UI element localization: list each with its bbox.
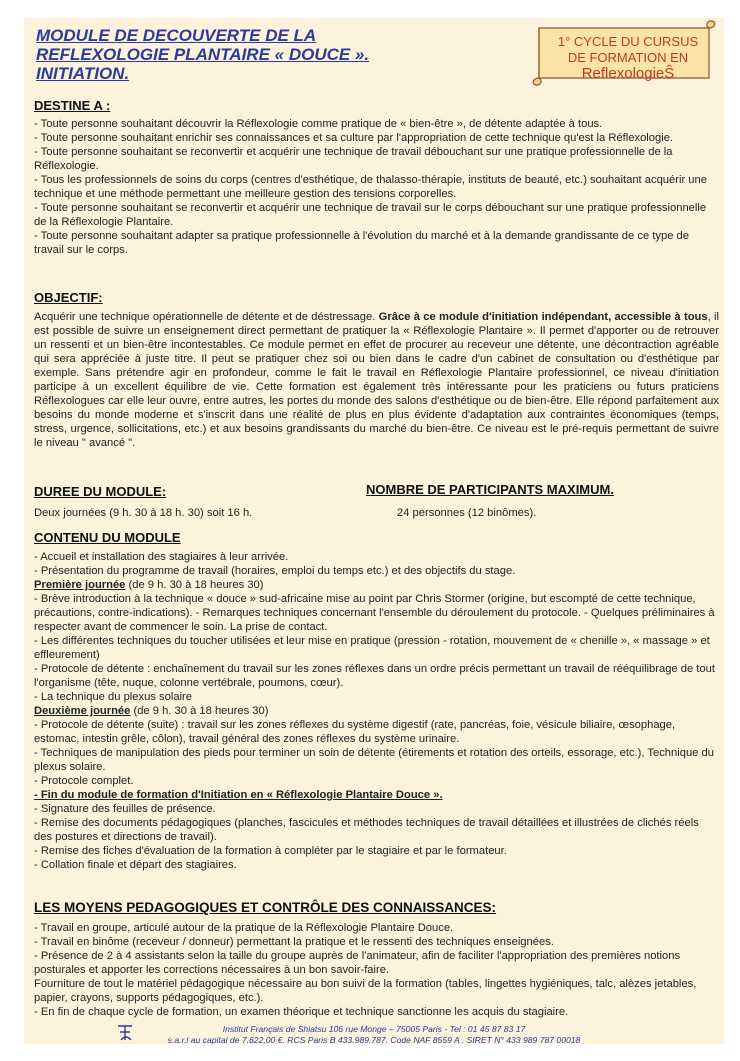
module-end-label: - Fin du module de formation d'Initiation en « Réflexologie Plantaire Douce ».: [34, 789, 443, 801]
list-item: - Toute personne souhaitant découvrir la Réflexologie comme pratique de « bien-être », de détente adaptée à tous.: [34, 118, 603, 130]
list-item: Fourniture de tout le matériel pédagogique nécessaire au bon suivi de la formation (tables, lingettes hygiéniques, talc, alèzes jetables, papier, crayons, supports pédagogiques, etc.).: [34, 978, 697, 1004]
day-hours: (de 9 h. 30 à 18 heures 30): [125, 579, 264, 591]
day-heading: [34, 578, 719, 592]
badge-line: 1° CYCLE DU CURSUS: [557, 34, 699, 49]
day-label: Première journée: [34, 579, 126, 591]
day-heading: [34, 704, 719, 718]
list-item: - Protocole de détente (suite) : travail sur les zones réflexes du système digestif (rate, pancréas, foie, vésicule biliaire, œsophage, estomac, intestin grêle, côlon), travail général des zones réflexes du système urinaire.: [34, 719, 676, 745]
list-item: - Remise des documents pédagogiques (planches, fascicules et méthodes techniques de travail détaillées et illustrées de clichés réels des postures et directions de travail).: [34, 817, 699, 843]
document-page: [24, 18, 724, 1044]
title-line: INITIATION.: [36, 64, 130, 83]
objectif-text: , il est possible de suivre un enseignement direct permettant de pratiquer la « Réflexologie Plantaire ». Il permet d'apporter ou de retrouver un ressenti et un bien-être incontestables. Ce module permet en effet de procurer au receveur une détente, une décontraction agréable qui sera appréciée à juste titre. Il peut se pratiquer chez soi ou bien dans le cadre d'un cabinet de consultation ou d'esthétique par exemple. Sans prétendre agir en profondeur, comme le fait le travail en Réflexologie Plantaire professionnel, ce niveau d'initiation participe à un excellent équilibre de vie. Cette formation est également très intéressante pour les praticiens ou futurs praticiens Réflexologues car elle leur ouvre, entre autres, les portes du monde des salons d'esthétique ou de bien-être. Elle répond parfaitement aux besoins du monde moderne et s'inscrit dans une réalité de plus en plus évidente d'adaptation aux contraintes économiques (temps, stress, urgence, sollicitations, etc.) et aux besoins grandissants du marché du bien-être. Ce niveau est le pré-requis permettant de suivre le niveau " avancé ".: [34, 311, 719, 449]
list-item: - Présence de 2 à 4 assistants selon la taille du groupe auprès de l'animateur, afin de faciliter l'appropriation des premières notions posturales et apporter les corrections nécessaires à un bon savoir-faire.: [34, 950, 681, 976]
objectif-emphasis: Grâce à ce module d'initiation indépendant, accessible à tous: [378, 311, 708, 323]
duree-value: Deux journées (9 h. 30 à 18 h. 30) soit 16 h.: [34, 507, 253, 519]
section-heading-duree: DUREE DU MODULE:: [34, 484, 167, 499]
section-heading-objectif: OBJECTIF:: [34, 290, 103, 305]
footer-address: Institut Français de Shiatsu 106 rue Monge – 75005 Paris - Tel : 01 45 87 83 17: [222, 1024, 526, 1034]
list-item: - Les différentes techniques du toucher utilisées et leur mise en pratique (pression - rotation, mouvement de « chenille », « massage » et effleurement): [34, 635, 710, 661]
destine-list: [34, 117, 719, 257]
list-item: - En fin de chaque cycle de formation, un examen théorique et technique sanctionne les acquis du stagiaire.: [34, 1006, 569, 1018]
badge-brand: ReflexologieŜ: [581, 65, 675, 82]
page-title: [36, 26, 506, 83]
badge-line: DE FORMATION EN: [567, 50, 689, 65]
section-heading-destine: DESTINE A :: [34, 98, 111, 113]
list-item: - Tous les professionnels de soins du corps (centres d'esthétique, de thalasso-thérapie, instituts de beauté, etc.) souhaitant acquérir une technique et une méthode permettant une meilleure gestion des tensions corporelles.: [34, 174, 707, 200]
section-heading-participants: NOMBRE DE PARTICIPANTS MAXIMUM.: [366, 482, 614, 497]
list-item: - Toute personne souhaitant se reconvertir et acquérir une technique de travail débouchant sur une pratique professionnelle de la Réflexologie.: [34, 146, 673, 172]
list-item: - Travail en groupe, articulé autour de la pratique de la Réflexologie Plantaire Douce.: [34, 922, 454, 934]
title-line: MODULE DE DECOUVERTE DE LA: [36, 26, 317, 45]
list-item: - Techniques de manipulation des pieds pour terminer un soin de détente (étirements et rotation des orteils, essorage, etc.), Technique du plexus solaire.: [34, 747, 714, 773]
list-item: - Brève introduction à la technique « douce » sud-africaine mise au point par Chris Stormer (origine, but escompté de cette technique, précautions, contre-indications). - Remarques techniques concernant l'ensemble du déroulement du protocole. - Quelques préliminaires à respecter avant de commencer le soin. La prise de contact.: [34, 593, 715, 633]
list-item: - La technique du plexus solaire: [34, 691, 192, 703]
objectif-text: Acquérir une technique opérationnelle de détente et de déstressage.: [34, 311, 379, 323]
day-label: Deuxième journée: [34, 705, 131, 717]
title-line: REFLEXOLOGIE PLANTAIRE « DOUCE ».: [36, 45, 370, 64]
list-item: - Présentation du programme de travail (horaires, emploi du temps etc.) et des objectifs du stage.: [34, 565, 516, 577]
objectif-paragraph: [34, 310, 719, 450]
list-item: - Toute personne souhaitant enrichir ses connaissances et sa culture par l'appropriation de cette technique qu'est la Réflexologie.: [34, 132, 674, 144]
moyens-list: [34, 921, 719, 1019]
list-item: - Travail en binôme (receveur / donneur) permettant la pratique et le ressenti des techniques enseignées.: [34, 936, 554, 948]
footer-legal: s.a.r.l au capital de 7.622,00 €. RCS Paris B 433.989.787. Code NAF 8559 A . SIRET N° 433 989 787 00018: [167, 1035, 581, 1045]
list-item: - Protocole complet.: [34, 775, 134, 787]
section-heading-contenu: CONTENU DU MODULE: [34, 530, 181, 545]
day-hours: (de 9 h. 30 à 18 heures 30): [130, 705, 269, 717]
list-item: - Toute personne souhaitant adapter sa pratique professionnelle à l'évolution du marché et à la demande grandissante de ce type de travail sur le corps.: [34, 230, 689, 256]
list-item: - Collation finale et départ des stagiaires.: [34, 859, 237, 871]
section-heading-moyens: LES MOYENS PEDAGOGIQUES ET CONTRÔLE DES CONNAISSANCES:: [34, 900, 497, 915]
list-item: - Protocole de détente : enchaînement du travail sur les zones réflexes dans un ordre précis permettant un travail de rééquilibrage de tout l'organisme (tête, nuque, colonne vertébrale, poumons, cœur).: [34, 663, 715, 689]
participants-value: 24 personnes (12 binômes).: [397, 507, 537, 519]
list-item: - Accueil et installation des stagiaires à leur arrivée.: [34, 551, 289, 563]
list-item: - Signature des feuilles de présence.: [34, 803, 216, 815]
contenu-list: [34, 550, 719, 872]
list-item: - Toute personne souhaitant se reconvertir et acquérir une technique de travail sur le corps débouchant sur une pratique professionnelle de la Réflexologie Plantaire.: [34, 202, 707, 228]
badge-text: [543, 34, 713, 82]
list-item: - Remise des fiches d'évaluation de la formation à compléter par le stagiaire et par le formateur.: [34, 845, 507, 857]
cycle-badge: [529, 20, 717, 86]
